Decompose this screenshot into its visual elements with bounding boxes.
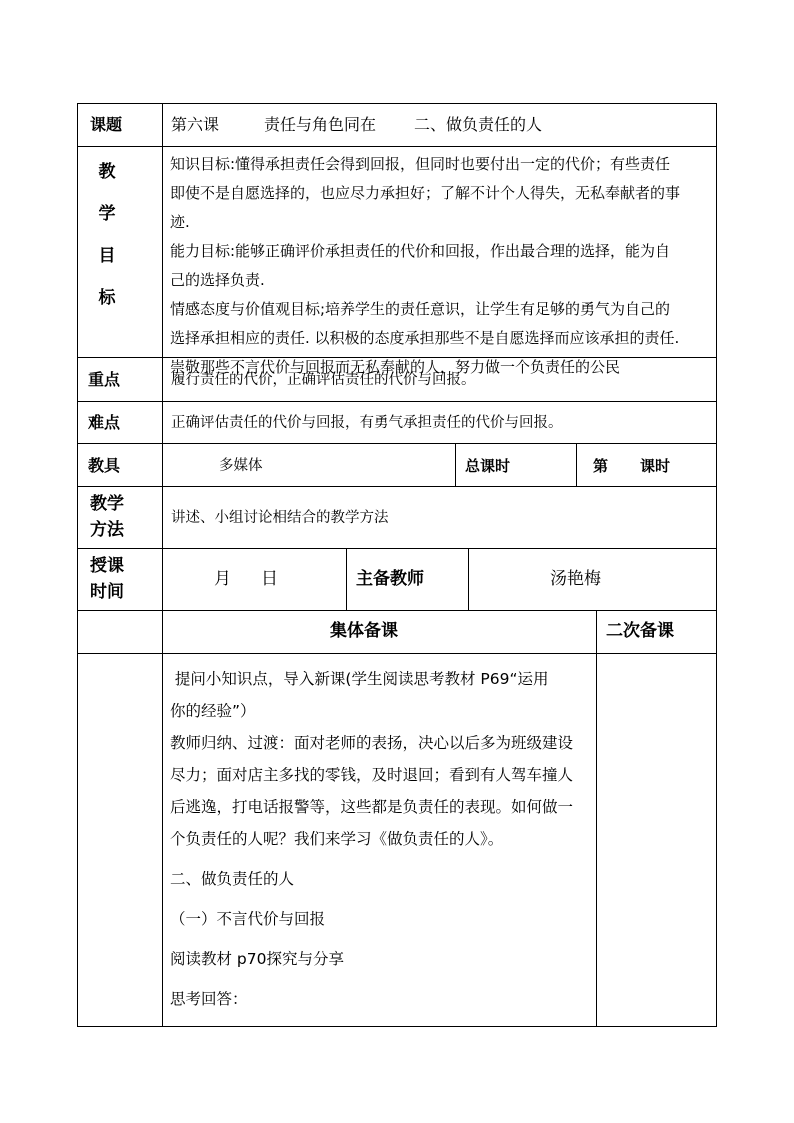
topic-label: 课题	[90, 115, 123, 134]
row-divider	[77, 610, 717, 611]
time-divider-2	[468, 548, 469, 610]
tools-divider-2	[576, 443, 577, 486]
content-subheading: （一）不言代价与回报	[170, 910, 326, 928]
method-label-line: 方法	[90, 520, 124, 540]
row-divider	[77, 401, 717, 402]
row-divider	[77, 146, 717, 147]
key-point-label: 重点	[88, 370, 121, 389]
key-point-text: 履行责任的代价，正确评估责任的代价与回报。	[171, 372, 476, 388]
day-label: 日	[261, 569, 278, 589]
content-question: 思考回答：	[170, 990, 248, 1008]
content-reading: 阅读教材 p70探究与分享	[170, 950, 344, 968]
content-line: 你的经验”）	[170, 702, 256, 720]
label-column-divider	[162, 103, 163, 1027]
objective-line: 迹.	[170, 213, 190, 231]
method-text: 讲述、小组讨论相结合的教学方法	[171, 510, 389, 526]
objective-line: 情感态度与价值观目标;培养学生的责任意识，让学生有足够的勇气为自己的	[170, 300, 671, 318]
section-title: 二、做负责任的人	[414, 115, 543, 134]
row-divider	[77, 486, 717, 487]
time-label	[90, 553, 124, 605]
objectives-label	[87, 151, 127, 319]
tools-value: 多媒体	[219, 458, 263, 474]
month-label: 月	[214, 569, 231, 589]
method-label	[90, 491, 124, 543]
content-line: 提问小知识点，导入新课(学生阅读思考教材 P69“运用	[170, 670, 549, 688]
objective-line: 即使不是自愿选择的，也应尽力承担好；了解不计个人得失，无私奉献者的事	[170, 184, 681, 202]
time-label-line: 时间	[90, 582, 124, 602]
method-label-line: 教学	[90, 494, 124, 514]
lesson-plan-table	[77, 103, 717, 1027]
secondary-prep-divider	[596, 610, 597, 1027]
objectives-label-char: 学	[98, 204, 116, 224]
table-border-bottom	[77, 1026, 717, 1027]
content-line: 后逃逸，打电话报警等，这些都是负责任的表现。如何做一	[170, 798, 574, 816]
content-line: 尽力；面对店主多找的零钱，及时退回；看到有人驾车撞人	[170, 766, 574, 784]
time-label-line: 授课	[90, 556, 124, 576]
collective-prep-header: 集体备课	[330, 621, 398, 641]
table-border-left	[77, 103, 78, 1027]
period-label: 第	[593, 457, 609, 475]
objectives-text	[170, 150, 712, 382]
difficulty-label: 难点	[88, 413, 121, 432]
lesson-number: 第六课	[171, 115, 220, 134]
objectives-label-char: 教	[98, 162, 116, 182]
row-divider	[77, 548, 717, 549]
lead-teacher-label: 主备教师	[356, 569, 424, 589]
content-heading: 二、做负责任的人	[170, 870, 295, 888]
table-border-right	[716, 103, 717, 1027]
lesson-content	[170, 663, 592, 1015]
objective-line: 己的选择负责.	[170, 271, 265, 289]
chapter-title: 责任与角色同在	[264, 115, 377, 134]
time-divider-1	[346, 548, 347, 610]
content-line: 个负责任的人呢？我们来学习《做负责任的人》。	[170, 830, 504, 848]
objectives-label-char: 标	[98, 288, 116, 308]
objective-line: 能力目标:能够正确评价承担责任的代价和回报，作出最合理的选择，能为自	[170, 242, 671, 260]
period-suffix: 课时	[640, 457, 671, 475]
difficulty-text: 正确评估责任的代价与回报，有勇气承担责任的代价与回报。	[171, 415, 563, 431]
lead-teacher-name: 汤艳梅	[550, 569, 601, 589]
tools-label: 教具	[88, 456, 121, 475]
tools-divider-1	[455, 443, 456, 486]
total-periods-label: 总课时	[465, 457, 511, 475]
objectives-label-char: 目	[98, 246, 116, 266]
table-border-top	[77, 103, 717, 104]
objective-line: 知识目标:懂得承担责任会得到回报，但同时也要付出一定的代价；有些责任	[170, 155, 671, 173]
objective-line: 选择承担相应的责任. 以积极的态度承担那些不是自愿选择而应该承担的责任.	[170, 329, 680, 347]
objective-line: 崇敬那些不言代价与回报而无私奉献的人，努力做一个负责任的公民	[170, 358, 621, 376]
secondary-prep-header: 二次备课	[606, 621, 674, 641]
content-line: 教师归纳、过渡：面对老师的表扬，决心以后多为班级建设	[170, 734, 574, 752]
row-divider	[77, 653, 717, 654]
row-divider	[77, 443, 717, 444]
